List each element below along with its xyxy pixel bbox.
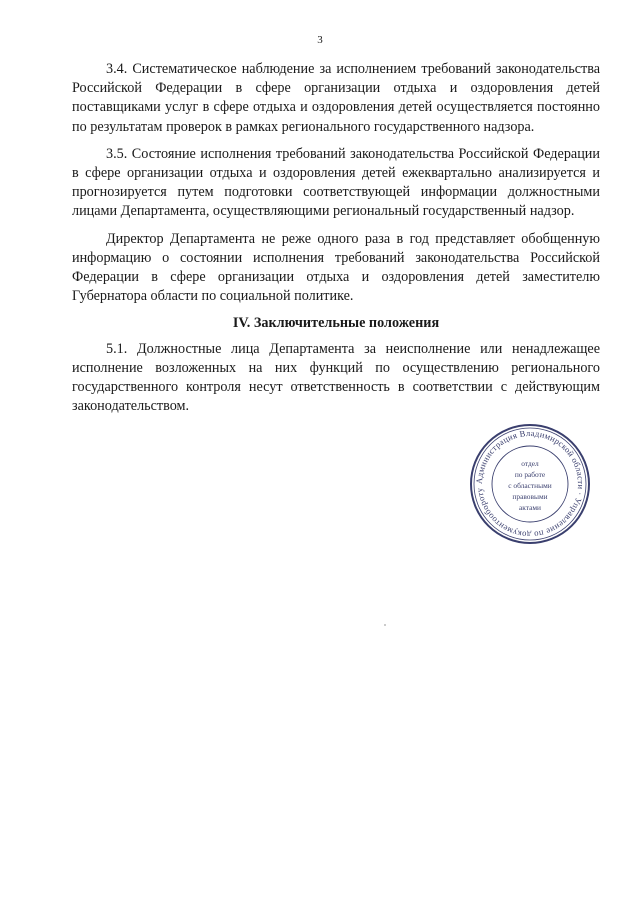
- stamp-line-4: правовыми: [512, 492, 548, 501]
- scan-speck: [384, 624, 386, 626]
- paragraph-5-1: 5.1. Должностные лица Департамента за неисполнение или ненадлежащее исполнение возложенных на них функций по осуществлению регионального государственного контроля несут ответственность в соответствии с действующим законодательством.: [72, 340, 600, 415]
- section-heading: IV. Заключительные положения: [232, 315, 440, 332]
- stamp-line-3: с областными: [508, 481, 552, 490]
- stamp-seal: [468, 422, 592, 546]
- stamp-ring-text: Администрация Владимирской области · Управление по документообороту: [473, 427, 587, 541]
- paragraph-director: Директор Департамента не реже одного раза в год представляет обобщенную информацию о состоянии исполнения требований законодательства Российской Федерации в сфере организации отдыха и оздоровления детей заместителю Губернатора области по социальной политике.: [72, 230, 600, 305]
- document-body: [72, 60, 600, 424]
- stamp-line-2: по работе: [514, 470, 546, 479]
- official-stamp: [468, 422, 592, 546]
- paragraph-3-4: 3.4. Систематическое наблюдение за исполнением требований законодательства Российской Федерации в сфере организации отдыха и оздоровления детей поставщиками услуг в сфере отдыха и оздоровления детей осуществляется постоянно по результатам проверок в рамках регионального государственного надзора.: [72, 61, 600, 135]
- stamp-line-1: отдел: [521, 459, 539, 468]
- paragraph-3-5: 3.5. Состояние исполнения требований законодательства Российской Федерации в сфере организации отдыха и оздоровления детей ежеквартально анализируется и прогнозируется путем подготовки соответствующей информации должностными лицами Департамента, осуществляющими региональный государственный надзор.: [72, 145, 600, 220]
- page-number: 3: [317, 34, 323, 46]
- stamp-line-5: актами: [518, 503, 542, 512]
